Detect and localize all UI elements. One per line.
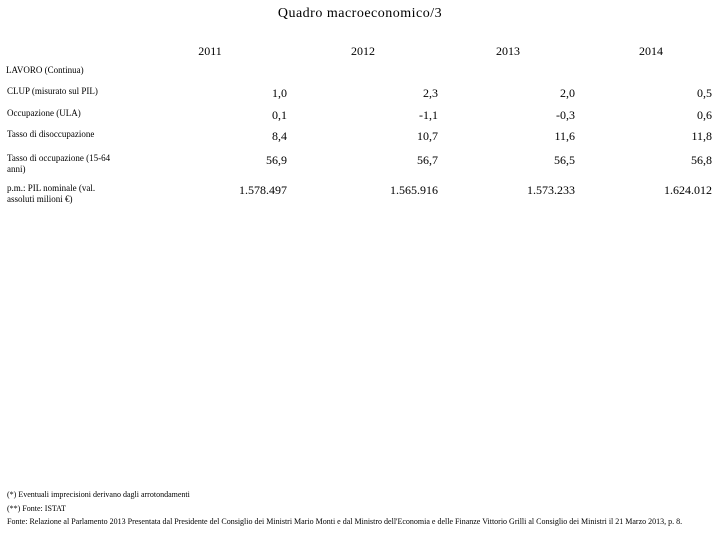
footnote-source-istat: (**) Fonte: ISTAT [7,504,66,513]
row-label-pil-nominale: p.m.: PIL nominale (val. assoluti milioni €) [7,183,96,204]
row-label-clup: CLUP (misurato sul PIL) [7,86,98,96]
section-label: LAVORO (Continua) [6,65,84,75]
table-cell: -1,1 [419,108,438,122]
table-cell: 0,6 [697,108,712,122]
table-cell: 2,3 [423,86,438,100]
table-cell: 1.578.497 [239,183,287,197]
table-cell: 10,7 [417,129,438,143]
table-cell: 1,0 [272,86,287,100]
footnote-rounding: (*) Eventuali imprecisioni derivano dagli arrotondamenti [7,490,190,499]
row-label-disoccupazione: Tasso di disoccupazione [7,129,95,139]
table-cell: -0,3 [556,108,575,122]
column-header-2011: 2011 [198,44,222,58]
page-title: Quadro macroeconomico/3 [277,6,443,21]
source-citation: Fonte: Relazione al Parlamento 2013 Presentata dal Presidente del Consiglio dei Ministri Mario Monti e dal Ministro dell'Economia e delle Finanze Vittorio Grilli al Consiglio dei Ministri il 21 Marzo 2013, p. 8. [7,517,683,526]
table-cell: 1.624.012 [664,183,712,197]
table-cell: 2,0 [560,86,575,100]
row-label-tasso-occupazione: Tasso di occupazione (15-64 anni) [7,153,111,174]
table-cell: 1.565.916 [390,183,438,197]
table-cell: 1.573.233 [527,183,575,197]
table-cell: 0,5 [697,86,712,100]
column-header-2012: 2012 [351,44,375,58]
column-header-2013: 2013 [496,44,520,58]
table-cell: 11,8 [691,129,712,143]
table-cell: 56,5 [554,153,575,167]
table-cell: 8,4 [272,129,287,143]
column-header-2014: 2014 [639,44,663,58]
table-cell: 56,7 [417,153,438,167]
table-cell: 0,1 [272,108,287,122]
table-cell: 56,9 [266,153,287,167]
row-label-occupazione: Occupazione (ULA) [7,108,81,118]
table-cell: 56,8 [691,153,712,167]
table-cell: 11,6 [554,129,575,143]
